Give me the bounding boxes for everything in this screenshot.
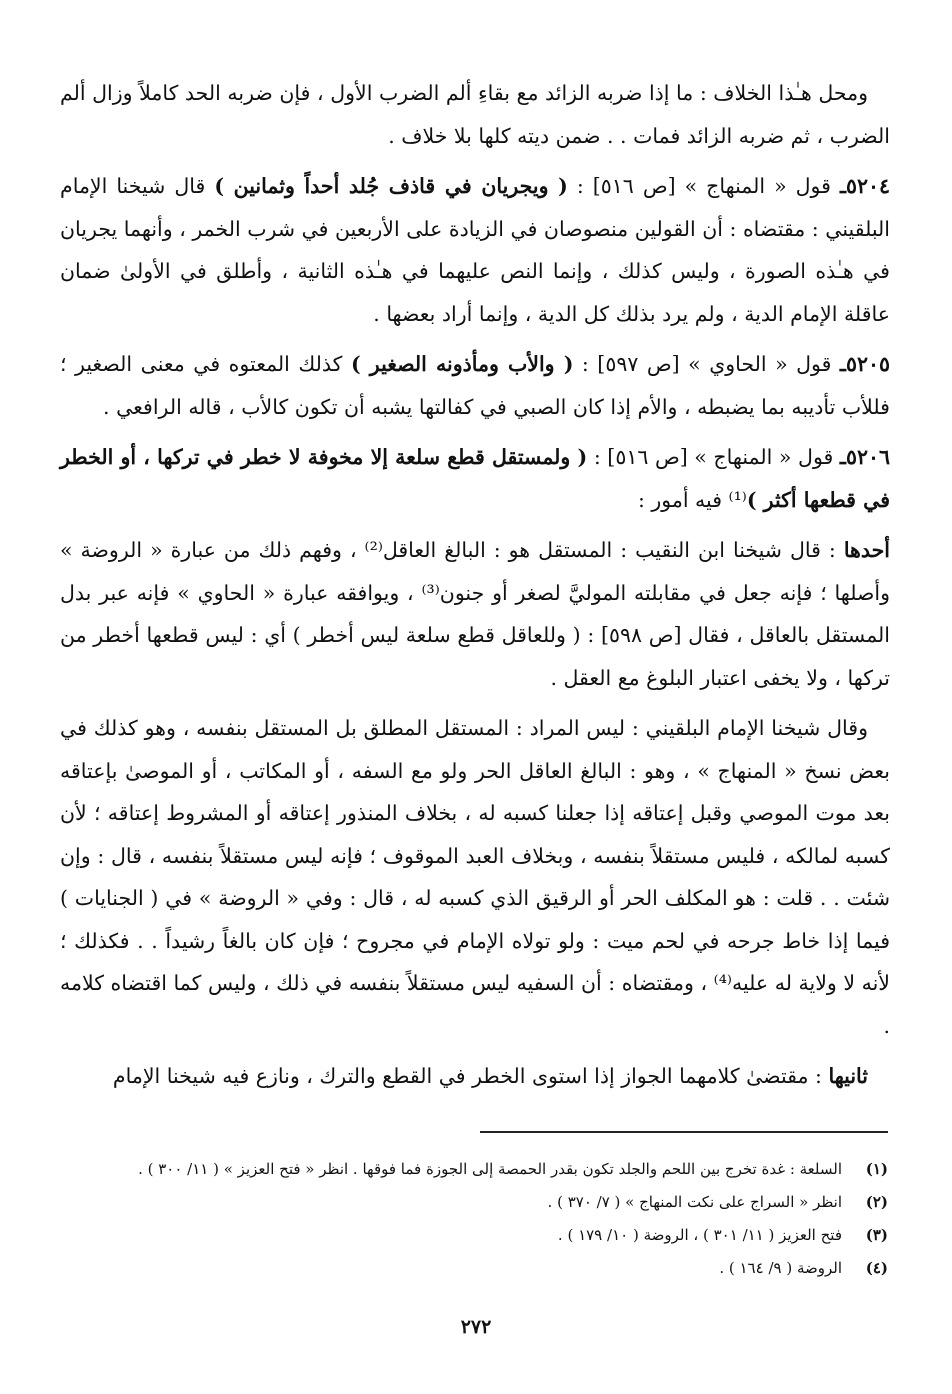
paragraph — [60, 165, 890, 335]
footnote — [60, 1186, 888, 1219]
footnote — [60, 1153, 888, 1186]
paragraph-text: قال شيخنا الإمام البلقيني : مقتضاه : أن القولين منصوصان في الزيادة على الأربعين في شرب الخمر ، وأنهما يجريان في هـٰذه الصورة ، وليس كذلك ، وإنما النص عليهما في هـٰذه الثانية ، وأطلق في الأولىٰ ضمان عاقلة الإمام الدية ، ولم يرد بذلك كل الدية ، وإنما أراد بعضها . — [60, 174, 890, 326]
footnote — [60, 1252, 888, 1285]
issue-number: ٥٢٠٥ـ — [839, 352, 890, 376]
quoted-text: ( والأب ومأذونه الصغير ) — [350, 352, 574, 376]
paragraph — [60, 436, 890, 521]
page-number: ٢٧٢ — [460, 1316, 492, 1338]
paragraph-text: : قال شيخنا ابن النقيب : المستقل هو : البالغ العاقل⁽²⁾ ، وفهم ذلك من عبارة « الروضة » وأصلها ؛ فإنه جعل في مقابلته الموليَّ لصغر أو جنون⁽³⁾ ، ويوافقه عبارة « الحاوي » فإنه عبر بدل المستقل بالعاقل ، فقال [ص ٥٩٨] : ( وللعاقل قطع سلعة ليس أخطر ) أي : ليس قطعها أخطر من تركها ، ولا يخفى اعتبار البلوغ مع العقل . — [60, 538, 891, 690]
paragraph-text: ومحل هـٰذا الخلاف : ما إذا ضربه الزائد مع بقاءِ ألم الضرب الأول ، فإن ضربه الحد كاملاً وزال ألم الضرب ، ثم ضربه الزائد فمات . . ضمن ديته كلها بلا خلاف . — [60, 81, 890, 148]
footnote-mark: (٤) — [865, 1259, 888, 1277]
paragraph — [60, 72, 890, 157]
quoted-text: ثانيها — [828, 1064, 868, 1088]
paragraph — [60, 529, 890, 699]
paragraph-text: قول « المنهاج » [ص ٥١٦] : — [587, 445, 840, 469]
paragraph — [60, 707, 890, 1047]
footnote-text: انظر « السراج على نكت المنهاج » ( ٧/ ٣٧٠ ) . — [547, 1193, 842, 1211]
paragraph — [60, 343, 890, 428]
paragraph-text: قول « المنهاج » [ص ٥١٦] : — [567, 174, 840, 198]
quoted-text: ( ولمستقل قطع سلعة إلا مخوفة لا خطر في تركها ، أو الخطر في قطعها أكثر ) — [60, 445, 890, 512]
paragraph-text: قول « الحاوي » [ص ٥٩٧] : — [573, 352, 840, 376]
footnote — [60, 1219, 888, 1252]
issue-number: ٥٢٠٦ـ — [839, 445, 890, 469]
quoted-text: أحدها — [843, 538, 890, 562]
footnote-mark: (٢) — [865, 1193, 888, 1211]
footnote-mark: (١) — [865, 1160, 888, 1178]
paragraph-text: ⁽¹⁾ فيه أمور : — [637, 487, 747, 512]
footnote-separator — [480, 1131, 888, 1133]
footnote-text: الروضة ( ٩/ ١٦٤ ) . — [719, 1259, 842, 1277]
paragraph-text: وقال شيخنا الإمام البلقيني : ليس المراد : المستقل المطلق بل المستقل بنفسه ، وهو كذلك في بعض نسخ « المنهاج » ، وهو : البالغ العاقل الحر ولو مع السفه ، أو المكاتب ، أو الموصىٰ بإعتاقه بعد موت الموصي وقبل إعتاقه إذا جعلنا كسبه له ، بخلاف المنذور إعتاقه أو المشروط إعتاقه ؛ لأن كسبه لمالكه ، فليس مستقلاً بنفسه ، وبخلاف العبد الموقوف ؛ فإنه ليس مستقلاً بنفسه ، قال : وإن شئت . . قلت : هو المكلف الحر أو الرقيق الذي كسبه له ، قال : وفي « الروضة » في ( الجنايات ) فيما إذا خاط جرحه في لحم ميت : ولو تولاه الإمام في مجروح ؛ فإن كان بالغاً رشيداً . . فكذلك ؛ لأنه لا ولاية له عليه⁽⁴⁾ ، ومقتضاه : أن السفيه ليس مستقلاً بنفسه في ذلك ، وليس كما اقتضاه كلامه . — [60, 716, 890, 1038]
footnotes — [60, 1153, 888, 1285]
paragraph — [60, 1055, 890, 1098]
issue-number: ٥٢٠٤ـ — [839, 174, 891, 198]
main-text — [60, 72, 890, 1098]
quoted-text: ( ويجريان في قاذف جُلد أحداً وثمانين ) — [214, 174, 568, 198]
footnote-text: السلعة : غدة تخرج بين اللحم والجلد تكون بقدر الحمصة إلى الجوزة فما فوقها . انظر « فتح العزيز » ( ١١/ ٣٠٠ ) . — [138, 1160, 842, 1178]
paragraph-text: : مقتضىٰ كلامهما الجواز إذا استوى الخطر في القطع والترك ، ونازع فيه شيخنا الإمام — [112, 1064, 829, 1088]
paragraph-text: كذلك المعتوه في معنى الصغير ؛ فللأب تأديبه بما يضبطه ، والأم إذا كان الصبي في كفالتها يشبه أن تكون كالأب ، قاله الرافعي . — [60, 352, 890, 419]
footnote-mark: (٣) — [865, 1226, 888, 1244]
footnote-text: فتح العزيز ( ١١/ ٣٠١ ) ، الروضة ( ١٠/ ١٧٩ ) . — [557, 1226, 842, 1244]
